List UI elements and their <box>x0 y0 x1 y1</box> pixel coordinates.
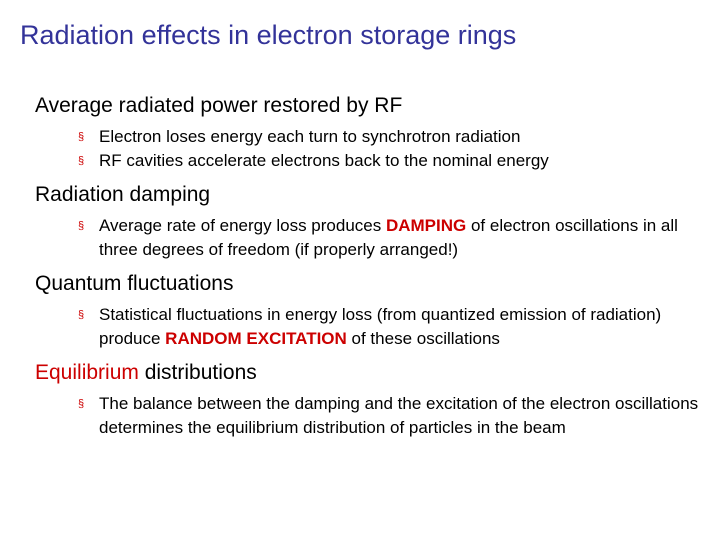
section-radiation-damping <box>35 181 710 262</box>
bullet-item <box>35 392 710 440</box>
bullet-list <box>35 125 710 173</box>
bullet-text: The balance between the damping and the excitation of the electron oscillations determines the equilibrium distribution of particles in the beam <box>99 394 699 437</box>
bullet-marker-icon: § <box>78 131 85 143</box>
bullet-text-start: Average rate of energy loss produces <box>99 216 386 235</box>
bullet-text-end: of electron oscillations in all three degrees of freedom (if properly arranged!) <box>99 216 678 259</box>
bullet-item <box>35 149 710 173</box>
bullet-text: RF cavities accelerate electrons back to the nominal energy <box>99 151 549 170</box>
bullet-list <box>35 214 710 262</box>
section-power-restored <box>35 92 710 173</box>
bullet-marker-icon: § <box>78 398 85 410</box>
bullet-marker-icon: § <box>78 155 85 167</box>
bullet-list <box>35 303 710 351</box>
slide-content <box>35 92 710 448</box>
section-heading <box>35 359 710 386</box>
bullet-text-end: of these oscillations <box>346 329 500 348</box>
bullet-marker-icon: § <box>78 220 85 232</box>
heading-rest: distributions <box>138 361 257 384</box>
section-equilibrium <box>35 359 710 440</box>
section-heading: Radiation damping <box>35 183 211 206</box>
slide-title: Radiation effects in electron storage rings <box>20 20 517 50</box>
section-quantum-fluctuations <box>35 270 710 351</box>
bullet-item <box>35 125 710 149</box>
bullet-text: Electron loses energy each turn to synchrotron radiation <box>99 127 521 146</box>
equilibrium-highlight: Equilibrium <box>35 361 139 384</box>
bullet-item <box>35 214 710 262</box>
bullet-text-start: Statistical fluctuations in energy loss (from quantized emission of radiation) produce <box>99 305 662 348</box>
damping-highlight: DAMPING <box>385 216 467 235</box>
random-excitation-highlight: RANDOM EXCITATION <box>165 329 347 348</box>
section-heading: Quantum fluctuations <box>35 272 234 295</box>
bullet-list <box>35 392 710 440</box>
bullet-item <box>35 303 710 351</box>
bullet-marker-icon: § <box>78 309 85 321</box>
section-heading: Average radiated power restored by RF <box>35 94 403 117</box>
